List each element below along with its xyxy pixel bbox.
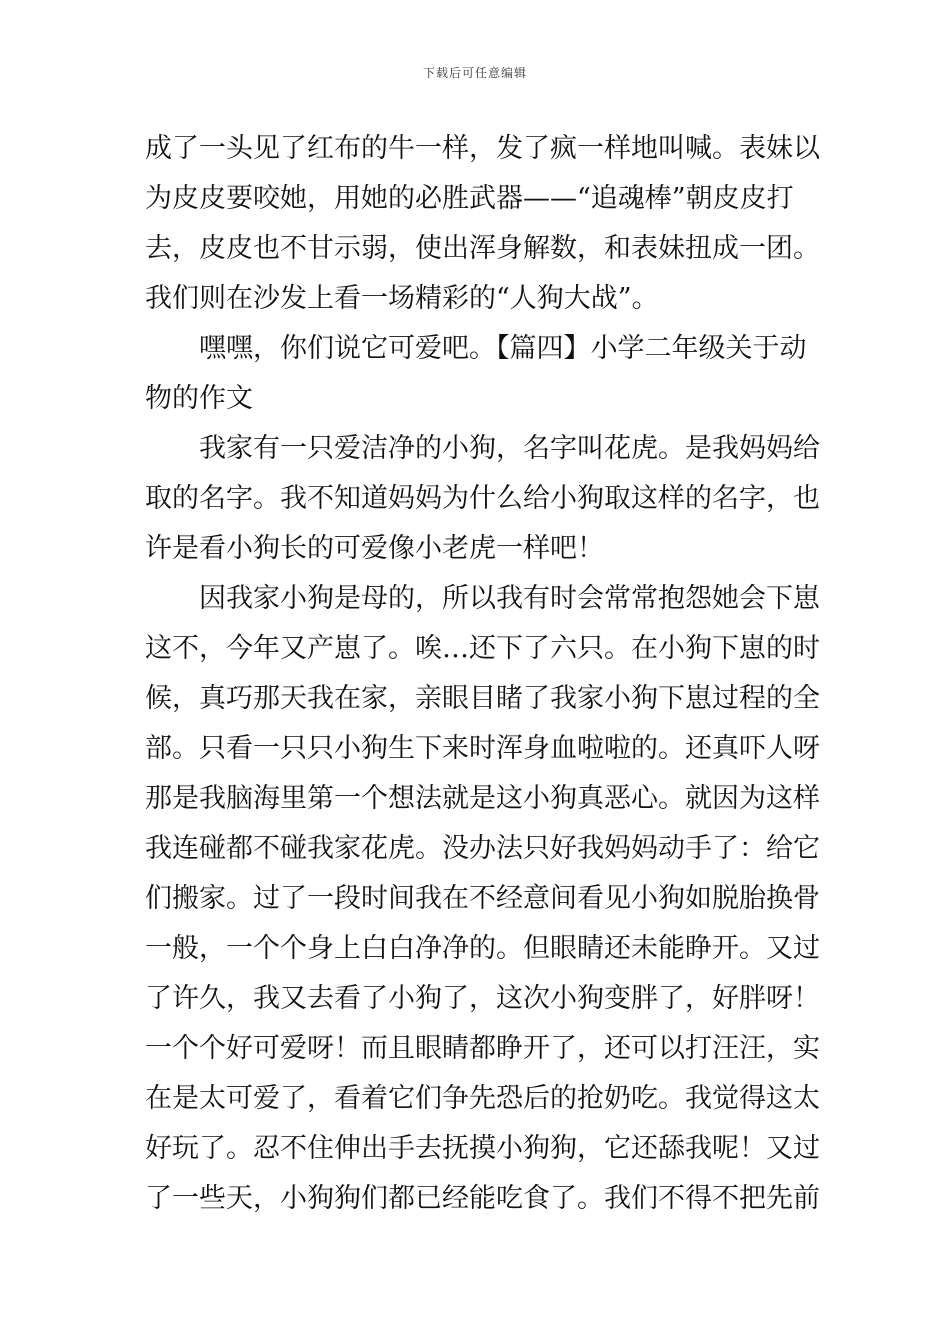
text-line: 们搬家。过了一段时间我在不经意间看见小狗如脱胎换骨 bbox=[145, 883, 820, 914]
text-line: 去，皮皮也不甘示弱，使出浑身解数，和表妹扭成一团。 bbox=[145, 233, 820, 264]
document-body bbox=[145, 124, 820, 1224]
text-line: 许是看小狗长的可爱像小老虎一样吧！ bbox=[145, 533, 604, 564]
text-line: 取的名字。我不知道妈妈为什么给小狗取这样的名字，也 bbox=[145, 483, 820, 514]
text-line: 好玩了。忍不住伸出手去抚摸小狗狗，它还舔我呢！又过 bbox=[145, 1133, 820, 1164]
text-line: 我连碰都不碰我家花虎。没办法只好我妈妈动手了：给它 bbox=[145, 833, 820, 864]
text-line: 我们则在沙发上看一场精彩的“人狗大战”。 bbox=[145, 283, 659, 314]
text-line: 这不，今年又产崽了。唉…还下了六只。在小狗下崽的时 bbox=[145, 633, 820, 664]
paragraph-start-line: 因我家小狗是母的，所以我有时会常常抱怨她会下崽 bbox=[199, 583, 820, 614]
text-line: 那是我脑海里第一个想法就是这小狗真恶心。就因为这样 bbox=[145, 783, 820, 814]
text-line: 一般，一个个身上白白净净的。但眼睛还未能睁开。又过 bbox=[145, 933, 820, 964]
page-header: 下载后可任意编辑 bbox=[422, 66, 527, 80]
text-line: 了许久，我又去看了小狗了，这次小狗变胖了，好胖呀！ bbox=[145, 983, 820, 1014]
text-line: 为皮皮要咬她，用她的必胜武器——“追魂棒”朝皮皮打 bbox=[145, 183, 794, 214]
text-line: 在是太可爱了，看着它们争先恐后的抢奶吃。我觉得这太 bbox=[145, 1083, 820, 1114]
text-line: 成了一头见了红布的牛一样，发了疯一样地叫喊。表妹以 bbox=[145, 133, 820, 164]
paragraph-start-line: 嘿嘿，你们说它可爱吧。【篇四】小学二年级关于动 bbox=[199, 333, 807, 364]
paragraph-start-line: 我家有一只爱洁净的小狗，名字叫花虎。是我妈妈给 bbox=[199, 433, 820, 464]
text-line: 了一些天，小狗狗们都已经能吃食了。我们不得不把先前 bbox=[145, 1183, 820, 1214]
text-line: 一个个好可爱呀！而且眼睛都睁开了，还可以打汪汪，实 bbox=[145, 1033, 820, 1064]
text-line: 物的作文 bbox=[145, 383, 253, 414]
text-line: 候，真巧那天我在家，亲眼目睹了我家小狗下崽过程的全 bbox=[145, 683, 820, 714]
text-line: 部。只看一只只小狗生下来时浑身血啦啦的。还真吓人呀 bbox=[145, 733, 820, 764]
